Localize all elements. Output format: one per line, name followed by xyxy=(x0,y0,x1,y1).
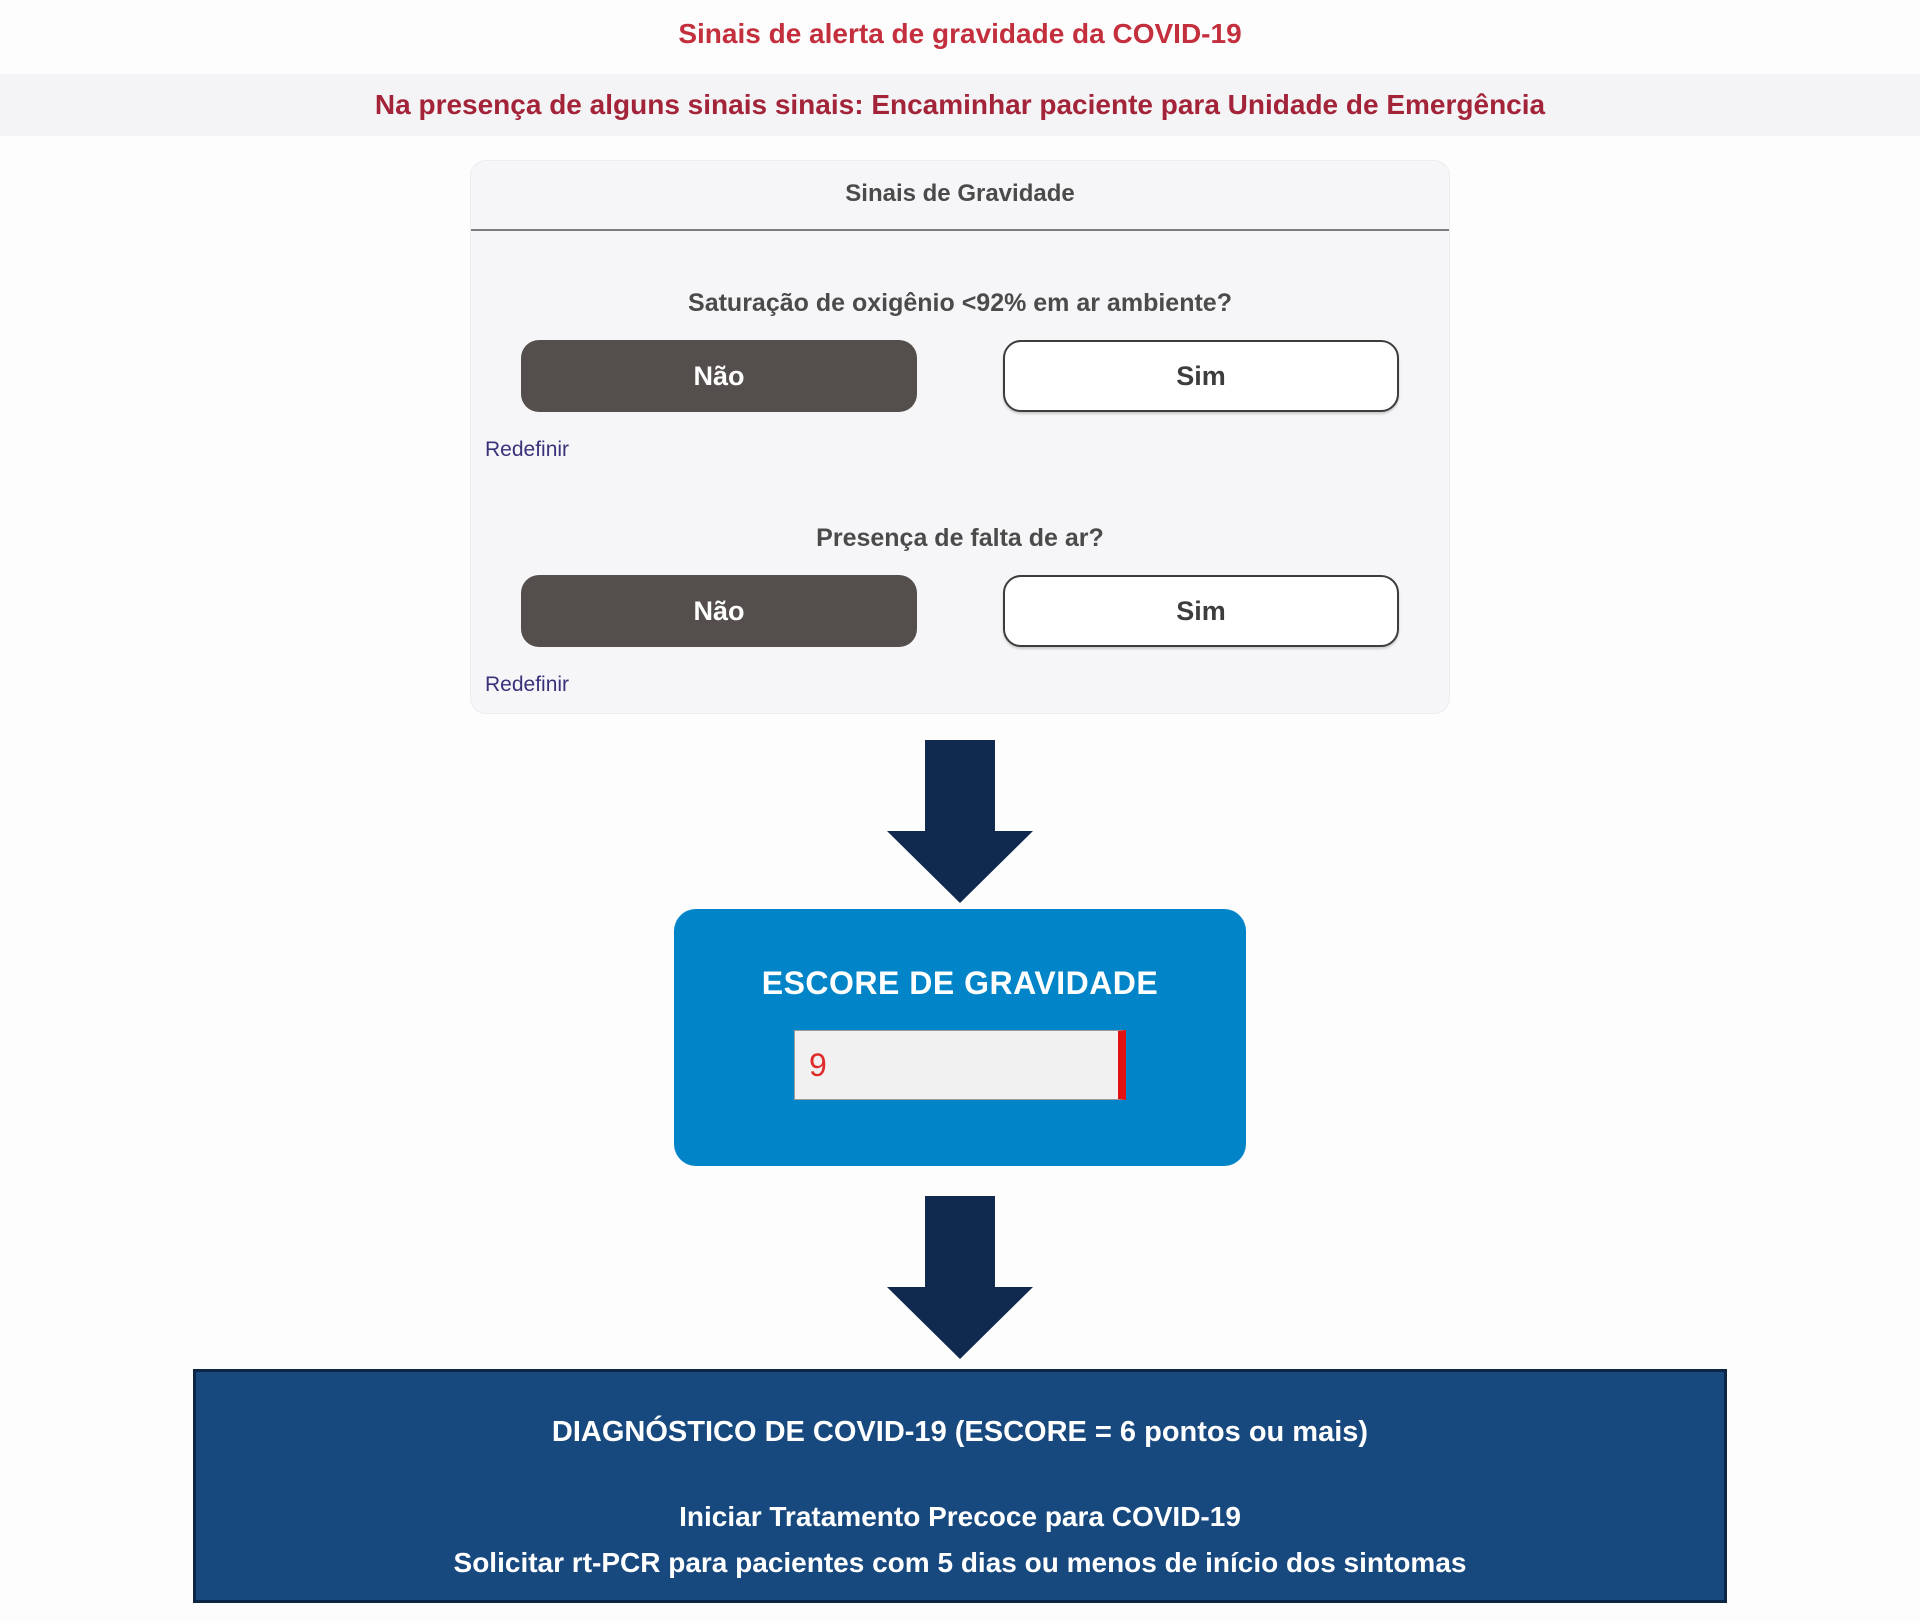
diagnosis-rtpcr-line: Solicitar rt-PCR para pacientes com 5 dias ou menos de início dos sintomas xyxy=(453,1547,1467,1578)
no-button-breath[interactable]: Não xyxy=(521,575,917,647)
answer-row-breath xyxy=(471,575,1449,647)
diagnosis-treatment-line: Iniciar Tratamento Precoce para COVID-19 xyxy=(679,1501,1241,1532)
diagnosis-box xyxy=(193,1369,1727,1603)
answer-row-oxygen xyxy=(471,340,1449,412)
question-oxygen-saturation: Saturação de oxigênio <92% em ar ambiente? xyxy=(688,289,1232,317)
down-arrow-icon xyxy=(887,1196,1033,1359)
severity-card-title: Sinais de Gravidade xyxy=(471,161,1449,231)
page-subtitle: Na presença de alguns sinais sinais: Encaminhar paciente para Unidade de Emergência xyxy=(0,74,1920,136)
question-shortness-of-breath: Presença de falta de ar? xyxy=(816,524,1104,552)
diagnosis-title: DIAGNÓSTICO DE COVID-19 (ESCORE = 6 pontos ou mais) xyxy=(551,1416,1369,1448)
down-arrow-icon xyxy=(887,740,1033,903)
severity-score-input[interactable] xyxy=(794,1030,1126,1100)
no-button-oxygen[interactable]: Não xyxy=(521,340,917,412)
severity-score-title: ESCORE DE GRAVIDADE xyxy=(761,965,1159,1001)
reset-link-breath[interactable]: Redefinir xyxy=(485,673,570,696)
page-title: Sinais de alerta de gravidade da COVID-19 xyxy=(678,18,1242,49)
yes-button-breath[interactable]: Sim xyxy=(1003,575,1399,647)
severity-score-box xyxy=(674,909,1246,1166)
severity-signs-card xyxy=(470,160,1450,714)
reset-link-oxygen[interactable]: Redefinir xyxy=(485,438,570,461)
yes-button-oxygen[interactable]: Sim xyxy=(1003,340,1399,412)
